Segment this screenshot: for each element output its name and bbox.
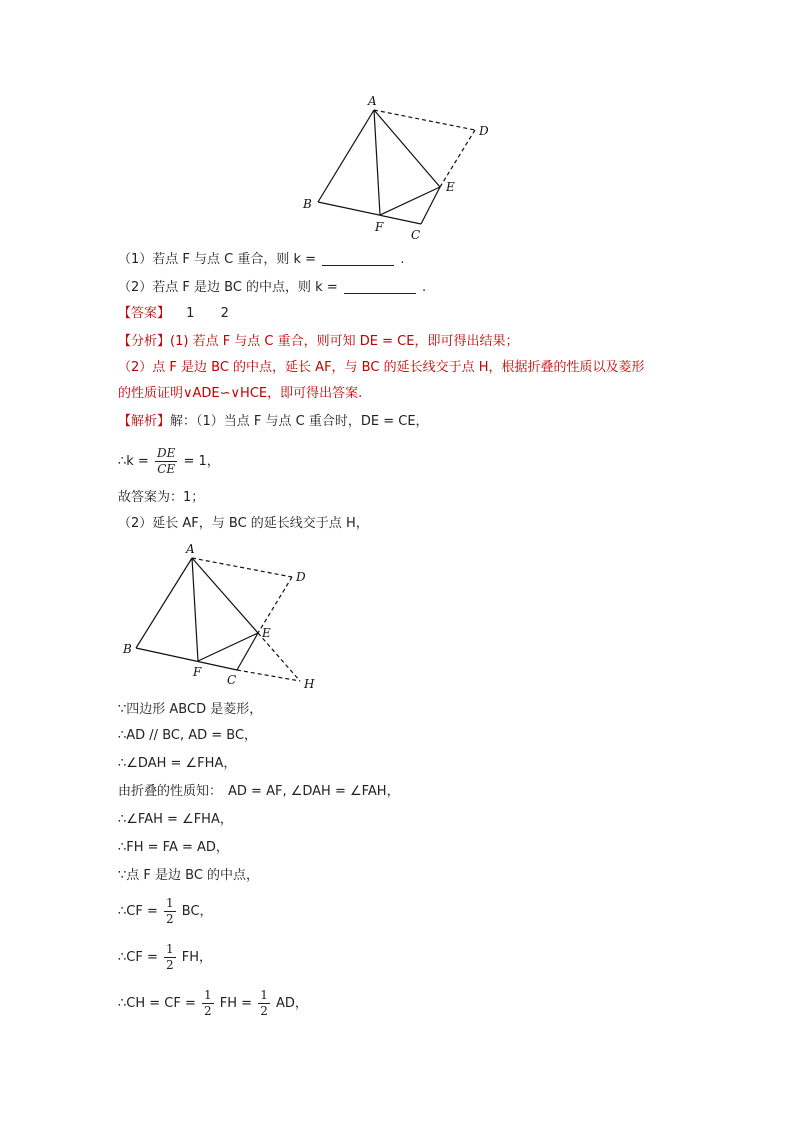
label-e: E bbox=[446, 180, 455, 194]
solution-line-12: ∴CF = $\frac{1}{2}$ BC， bbox=[118, 896, 213, 926]
fraction-half: $\frac{1}{2}$ bbox=[204, 988, 212, 1018]
label-d: D bbox=[479, 124, 489, 138]
segment-de bbox=[440, 130, 475, 187]
label-b-2: B bbox=[123, 642, 132, 656]
analysis-line-1: 【分析】(1) 若点 F 与点 C 重合，则可知 DE = CE，即可得出结果； bbox=[118, 334, 519, 349]
question-2: （2）若点 F 是边 BC 的中点，则 k = . bbox=[118, 280, 427, 295]
segment-af-2 bbox=[192, 558, 198, 661]
segment-ch-2 bbox=[237, 670, 300, 681]
solution-line-3: 故答案为：1； bbox=[118, 490, 205, 505]
solution-line-5: ∵四边形 ABCD 是菱形， bbox=[118, 702, 263, 717]
label-f: F bbox=[375, 220, 384, 234]
answer-blank-2 bbox=[344, 279, 416, 294]
analysis-line-3: 的性质证明∨ADE∽∨HCE，即可得出答案. bbox=[118, 386, 363, 401]
solution-line-7: ∴∠DAH = ∠FHA， bbox=[118, 756, 237, 771]
solution-line-11: ∵点 F 是边 BC 的中点， bbox=[118, 868, 260, 883]
solution-line-1: 【解析】解：（1）当点 F 与点 C 重合时，DE = CE， bbox=[118, 414, 429, 429]
segment-bc-2 bbox=[136, 648, 237, 670]
label-b: B bbox=[303, 197, 312, 211]
label-e-2: E bbox=[262, 626, 271, 640]
fraction-de-ce: $\frac{DE}{CE}$ bbox=[156, 446, 176, 476]
solution-line-9: ∴∠FAH = ∠FHA， bbox=[118, 812, 233, 827]
solution-line-4: （2）延长 AF，与 BC 的延长线交于点 H， bbox=[118, 516, 369, 531]
segment-fe bbox=[380, 187, 440, 215]
label-a: A bbox=[368, 94, 377, 108]
segment-ce bbox=[421, 187, 440, 224]
label-d-2: D bbox=[296, 570, 306, 584]
analysis-line-2: （2）点 F 是边 BC 的中点，延长 AF，与 BC 的延长线交于点 H，根据折叠的性质以及菱形 bbox=[118, 360, 645, 375]
figure-rhombus-extended bbox=[118, 540, 328, 692]
segment-eh-2 bbox=[258, 633, 300, 681]
label-c-2: C bbox=[227, 673, 237, 687]
solution-line-8: 由折叠的性质知： AD = AF, ∠DAH = ∠FAH， bbox=[118, 784, 400, 799]
solution-line-10: ∴FH = FA = AD， bbox=[118, 840, 229, 855]
segment-de-2 bbox=[258, 577, 292, 633]
solution-line-14: ∴CH = CF = $\frac{1}{2}$ FH = $\frac{1}{2}$ AD， bbox=[118, 988, 308, 1018]
figure-rhombus-fold bbox=[290, 90, 510, 245]
answer-line: 【答案】 1 2 bbox=[118, 306, 229, 321]
answer-blank-1 bbox=[322, 251, 394, 266]
label-c: C bbox=[411, 228, 421, 242]
segment-af bbox=[374, 110, 380, 215]
solution-line-6: ∴AD // BC, AD = BC， bbox=[118, 728, 258, 743]
label-h-2: H bbox=[304, 677, 315, 691]
solution-line-2: ∴k = $\frac{DE}{CE}$ = 1， bbox=[118, 446, 220, 476]
label-f-2: F bbox=[193, 665, 202, 679]
label-a-2: A bbox=[186, 542, 195, 556]
fraction-half: $\frac{1}{2}$ bbox=[260, 988, 268, 1018]
fraction-half: $\frac{1}{2}$ bbox=[166, 942, 174, 972]
segment-fe-2 bbox=[198, 633, 258, 661]
segment-ab-2 bbox=[136, 558, 192, 648]
question-1: （1）若点 F 与点 C 重合，则 k = . bbox=[118, 252, 405, 267]
fraction-half: $\frac{1}{2}$ bbox=[166, 896, 174, 926]
solution-line-13: ∴CF = $\frac{1}{2}$ FH， bbox=[118, 942, 213, 972]
segment-bc bbox=[318, 202, 421, 224]
segment-ab bbox=[318, 110, 374, 202]
